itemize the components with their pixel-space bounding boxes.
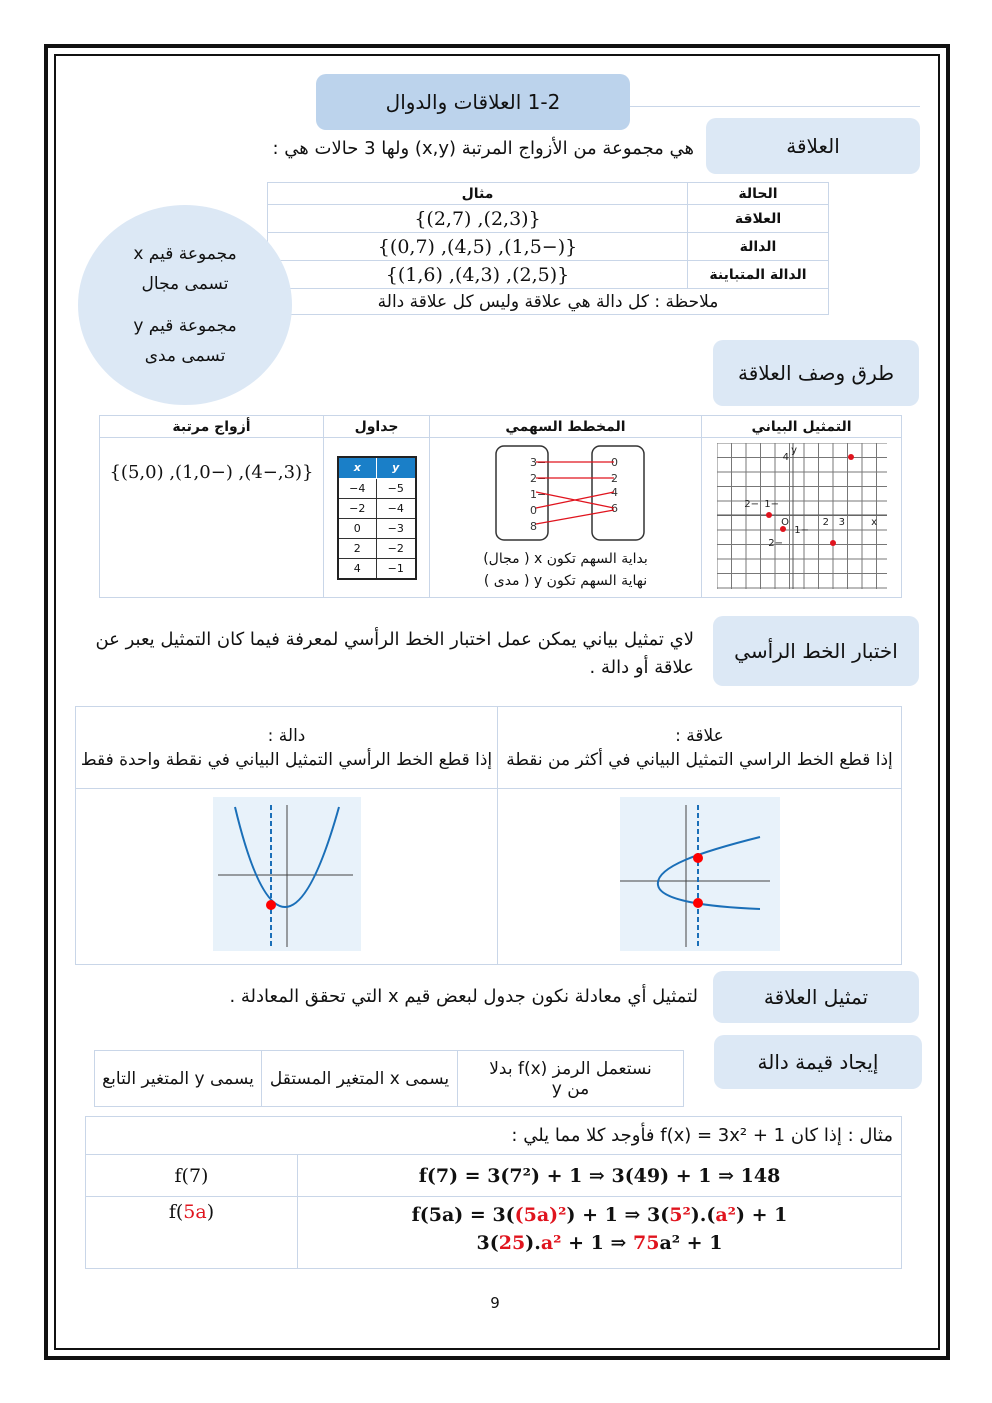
methods-label: طرق وصف العلاقة	[713, 340, 919, 406]
xy-cell: 2	[338, 539, 377, 559]
expr-segment: a²	[540, 1232, 562, 1254]
page-number: 9	[490, 1294, 500, 1312]
xy-cell: −3	[377, 519, 416, 539]
domain-value: −3	[529, 455, 546, 469]
relation-label: العلاقة	[706, 118, 920, 174]
expr-segment: 75	[632, 1232, 660, 1254]
domain-value: −1	[529, 487, 546, 501]
page-title: 1-2 العلاقات والدوال	[316, 74, 630, 130]
answer-1: f(7) = 3(7²) + 1 ⇒ 3(49) + 1 ⇒ 148	[298, 1155, 902, 1197]
function-graph	[213, 797, 361, 951]
range-value: 0	[610, 455, 618, 469]
case-name: الدالة المتباينة	[688, 261, 829, 289]
xy-table-row	[338, 479, 416, 499]
case-name: العلاقة	[688, 205, 829, 233]
expr-segment: 3(	[476, 1232, 499, 1254]
evaluate-label: إيجاد قيمة دالة	[714, 1035, 922, 1089]
svg-text:O: O	[780, 516, 789, 528]
vertical-test-table: علاقة : إذا قطع الخط الراسي التمثيل البياني في أكثر من نقطة دالة : إذا قطع الخط الرأسي التمثيل البياني في نقطة واحدة فقط	[75, 706, 902, 965]
xy-cell: −2	[338, 499, 377, 519]
arrow-diagram-cell	[430, 438, 702, 598]
represent-label: تمثيل العلاقة	[713, 971, 919, 1023]
xy-cell: −4	[338, 479, 377, 499]
circle-line: مجموعة قيم y	[133, 316, 237, 336]
expr-segment: + 1 ⇒	[561, 1232, 633, 1254]
relation-types-table	[267, 182, 829, 315]
svg-text:y: y	[790, 444, 797, 456]
circle-line: مجموعة قيم x	[133, 244, 237, 264]
range-value: 4	[610, 485, 618, 499]
arrow-note-domain: بداية السهم تكون x ( مجال)	[483, 550, 648, 567]
domain-value: −2	[529, 471, 546, 485]
svg-text:−2: −2	[743, 498, 759, 510]
xy-cell: 4	[338, 559, 377, 579]
evaluate-example-table	[85, 1116, 902, 1269]
xy-cell: 0	[338, 519, 377, 539]
relation-text: هي مجموعة من الأزواج المرتبة (x,y) ولها 3 حالات هي :	[272, 138, 694, 159]
vertical-test-label: اختبار الخط الرأسي	[713, 616, 919, 686]
xy-table-row	[338, 539, 416, 559]
arrow-note-range: نهاية السهم تكون y ( مدى )	[483, 572, 648, 589]
answer-2	[298, 1201, 901, 1229]
expr-segment: ).	[525, 1232, 541, 1254]
point	[830, 540, 836, 546]
point	[766, 512, 772, 518]
svg-text:2: 2	[822, 516, 829, 528]
case-example: {(2,5), (4,3), (1,6)}	[268, 261, 688, 289]
svg-text:−1: −1	[793, 524, 809, 536]
xy-cell: −1	[377, 559, 416, 579]
expr-segment: (5a)²	[514, 1204, 567, 1226]
xy-cell: −5	[377, 479, 416, 499]
relation-note: ملاحظة : كل دالة هي علاقة وليس كل علاقة دالة	[268, 289, 829, 315]
expr-segment: ) + 1	[736, 1204, 788, 1226]
xy-table: x y −4 −5 −2 −4 0 −3 2 −2 4 −1	[337, 456, 417, 580]
range-value: 6	[610, 501, 618, 515]
domain-value: 8	[529, 519, 537, 533]
expr-segment: a² + 1	[659, 1232, 723, 1254]
answer-3	[298, 1229, 901, 1257]
xy-table-row	[338, 519, 416, 539]
table-cell	[324, 438, 430, 598]
represent-text: لتمثيل أي معادلة نكون جدول لبعض قيم x التي تحقق المعادلة .	[229, 986, 698, 1007]
range-value: 2	[610, 471, 618, 485]
header-case: الحالة	[688, 183, 829, 205]
case-example: {(−1,5), (4,5), (0,7)}	[268, 233, 688, 261]
svg-text:−2: −2	[767, 537, 783, 549]
expr-segment: a²	[715, 1204, 737, 1226]
coordinate-graph	[717, 443, 887, 589]
xy-cell: −4	[377, 499, 416, 519]
case-name: الدالة	[688, 233, 829, 261]
methods-table: التمثيل البياني المخطط السهمي جداول أزواج مرتبة y x 4 −2 −1 O −1 2 3 −2 −3 −2 −1 0 8 0 2 4 6 بداية السهم تكون x ( مجال) نهاية السهم تكون y ( مدى ) x y −4 −5 −2 −4 0 −3 2 −2 4 −1 {(3,−4), (−1,0), (5,0)}	[99, 415, 902, 598]
expr-segment: 25	[498, 1232, 526, 1254]
svg-text:−1: −1	[763, 498, 779, 510]
vertical-test-text: لاي تمثيل بياني يمكن عمل اختبار الخط الرأسي لمعرفة فيما كان التمثيل يعبر عن علاقة أو دالة .	[95, 629, 694, 678]
xy-table-row	[338, 559, 416, 579]
graph-cell	[702, 438, 902, 598]
question-2: f(5a)	[86, 1197, 298, 1269]
svg-text:3: 3	[838, 516, 845, 528]
circle-line: تسمى مجال	[141, 274, 229, 294]
circle-line: تسمى مدى	[144, 346, 226, 366]
svg-text:x: x	[870, 516, 877, 528]
point	[848, 454, 854, 460]
expr-segment: ).(	[690, 1204, 716, 1226]
expr-segment: ) + 1 ⇒ 3(	[566, 1204, 670, 1226]
question-1: f(7)	[86, 1155, 298, 1197]
relation-graph	[620, 797, 780, 951]
expr-segment: 5²	[669, 1204, 691, 1226]
ordered-pairs: {(3,−4), (−1,0), (5,0)}	[100, 438, 324, 598]
domain-range-circle	[78, 205, 292, 405]
header-example: مثال	[268, 183, 688, 205]
xy-table-row	[338, 499, 416, 519]
case-example: {(2,3), (2,7)}	[268, 205, 688, 233]
xy-cell: −2	[377, 539, 416, 559]
variables-table: نستعمل الرمز f(x) بدلا من y يسمى x المتغير المستقل يسمى y المتغير التابع	[94, 1050, 684, 1107]
expr-segment: f(5a) = 3(	[411, 1204, 515, 1226]
domain-value: 0	[529, 503, 537, 517]
arrow-diagram	[486, 444, 646, 544]
svg-text:4: 4	[782, 451, 789, 463]
example-statement: مثال : إذا كان f(x) = 3x² + 1 فأوجد كلا مما يلي :	[86, 1117, 902, 1155]
